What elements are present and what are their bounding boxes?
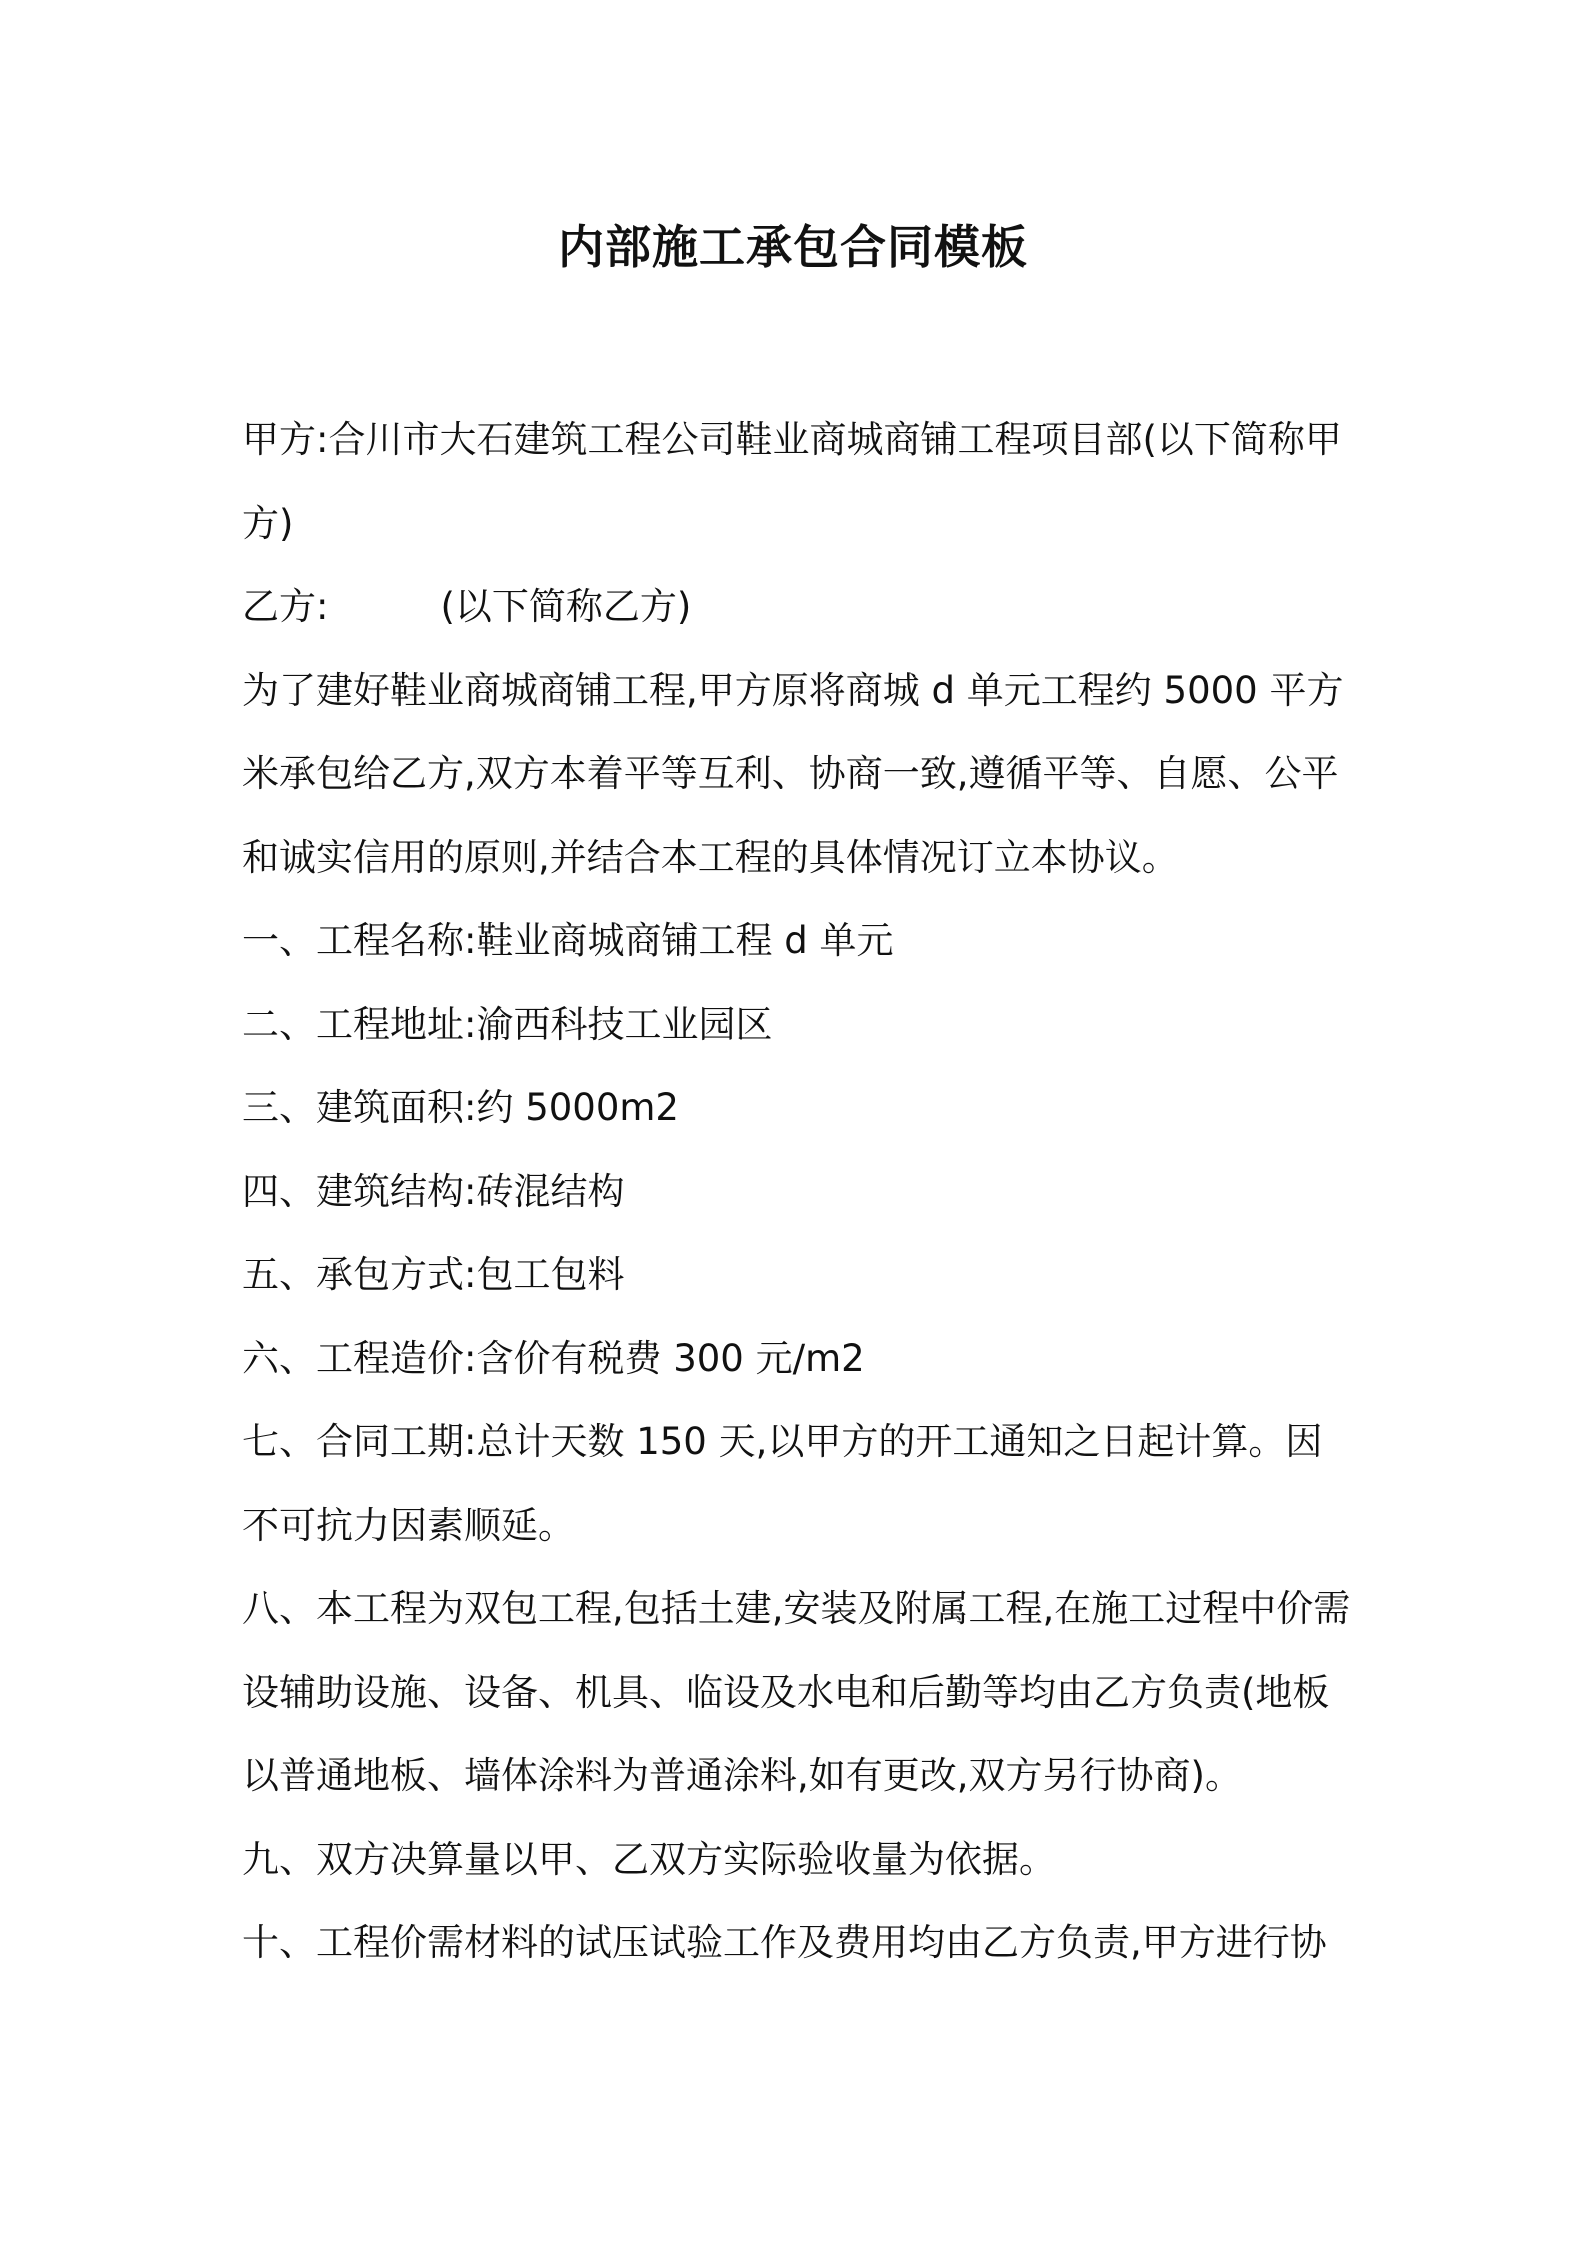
clause-3: 三、建筑面积:约 5000m2 [242,1086,679,1129]
party-a-line: 甲方:合川市大石建筑工程公司鞋业商城商铺工程项目部(以下简称甲方) [242,418,1342,545]
document-title: 内部施工承包合同模板 [558,220,1028,274]
clause-10: 十、工程价需材料的试压试验工作及费用均由乙方负责,甲方进行协 [242,1921,1327,1964]
clause-1: 一、工程名称:鞋业商城商铺工程 d 单元 [242,919,894,962]
document-body [242,398,1357,1985]
party-b-line [242,565,1357,649]
clause-2: 二、工程地址:渝西科技工业园区 [242,1002,773,1046]
clause-6: 六、工程造价:含价有税费 300 元/m2 [242,1336,865,1380]
clause-5: 五、承包方式:包工包料 [242,1253,625,1296]
party-b-note: (以下简称乙方) [440,585,692,628]
clause-7: 七、合同工期:总计天数 150 天,以甲方的开工通知之日起计算。因不可抗力因素顺延。 [242,1420,1323,1547]
clause-9: 九、双方决算量以甲、乙双方实际验收量为依据。 [242,1837,1056,1881]
intro-paragraph: 为了建好鞋业商城商铺工程,甲方原将商城 d 单元工程约 5000 平方米承包给乙方,双方本着平等互利、协商一致,遵循平等、自愿、公平和诚实信用的原则,并结合本工程的具体情况订立本协议。 [242,668,1344,879]
clause-4: 四、建筑结构:砖混结构 [242,1169,625,1213]
clause-8: 八、本工程为双包工程,包括土建,安装及附属工程,在施工过程中价需设辅助设施、设备、机具、临设及水电和后勤等均由乙方负责(地板以普通地板、墙体涂料为普通涂料,如有更改,双方另行协商)。 [242,1587,1351,1797]
party-b-label: 乙方: [242,585,329,628]
